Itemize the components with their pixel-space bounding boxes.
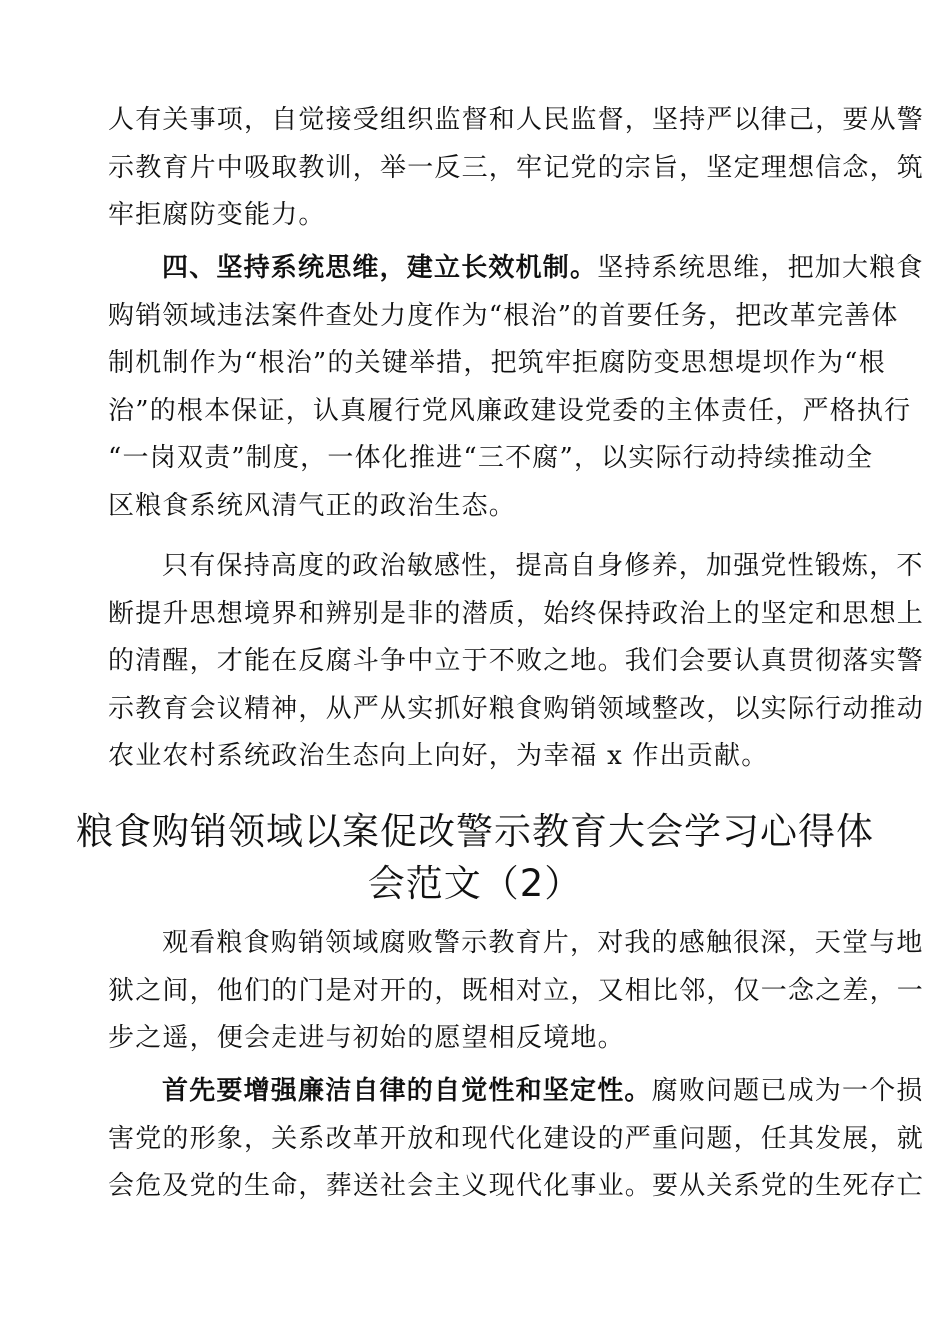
text-line xyxy=(108,245,924,293)
text-line: 购销领域违法案件查处力度作为“根治”的首要任务，把改革完善体 xyxy=(108,300,899,331)
article-title xyxy=(60,806,890,910)
text-line: 农业农村系统政治生态向上向好，为幸福 x 作出贡献。 xyxy=(108,741,769,772)
text-line: 狱之间，他们的门是对开的，既相对立，又相比邻，仅一念之差，一 xyxy=(108,975,925,1006)
text-run: 坚持系统思维，把加大粮食 xyxy=(597,253,924,283)
paragraph-continuation xyxy=(108,97,925,240)
section-heading: 四、坚持系统思维，建立长效机制。 xyxy=(162,253,598,283)
section-heading: 首先要增强廉洁自律的自觉性和坚定性。 xyxy=(162,1076,652,1106)
text-line: 观看粮食购销领域腐败警示教育片，对我的感触很深，天堂与地 xyxy=(162,928,924,958)
title-line: 粮食购销领域以案促改警示教育大会学习心得体 xyxy=(76,810,874,853)
text-line: 人有关事项，自觉接受组织监督和人民监督，坚持严以律己，要从警 xyxy=(108,105,925,135)
text-line: 牢拒腐防变能力。 xyxy=(108,200,326,231)
text-line xyxy=(108,1068,924,1116)
paragraph-point-one xyxy=(108,1068,925,1211)
text-line: 示教育会议精神，从严从实抓好粮食购销领域整改，以实际行动推动 xyxy=(108,693,925,724)
text-line: 害党的形象，关系改革开放和现代化建设的严重问题，任其发展，就 xyxy=(108,1123,925,1154)
text-line: 会危及党的生命，葬送社会主义现代化事业。要从关系党的生死存亡 xyxy=(108,1171,925,1202)
paragraph-section-four xyxy=(108,245,924,531)
paragraph-conclusion xyxy=(108,543,925,781)
text-line: 区粮食系统风清气正的政治生态。 xyxy=(108,490,517,521)
text-line: 步之遥，便会走进与初始的愿望相反境地。 xyxy=(108,1023,625,1054)
text-line: 断提升思想境界和辨别是非的潜质，始终保持政治上的坚定和思想上 xyxy=(108,598,925,629)
text-line: 制机制作为“根治”的关键举措，把筑牢拒腐防变思想堤坝作为“根 xyxy=(108,348,886,379)
text-run: 腐败问题已成为一个损 xyxy=(651,1076,924,1106)
title-line: 会范文（2） xyxy=(367,862,583,905)
text-line: 只有保持高度的政治敏感性，提高自身修养，加强党性锻炼，不 xyxy=(162,551,924,581)
text-line: “一岗双责”制度，一体化推进“三不腐”，以实际行动持续推动全 xyxy=(108,443,874,474)
text-line: 治”的根本保证，认真履行党风廉政建设党委的主体责任，严格执行 xyxy=(108,395,912,426)
paragraph-intro xyxy=(108,920,925,1063)
text-line: 的清醒，才能在反腐斗争中立于不败之地。我们会要认真贯彻落实警 xyxy=(108,646,925,677)
text-line: 示教育片中吸取教训，举一反三，牢记党的宗旨，坚定理想信念，筑 xyxy=(108,152,925,183)
